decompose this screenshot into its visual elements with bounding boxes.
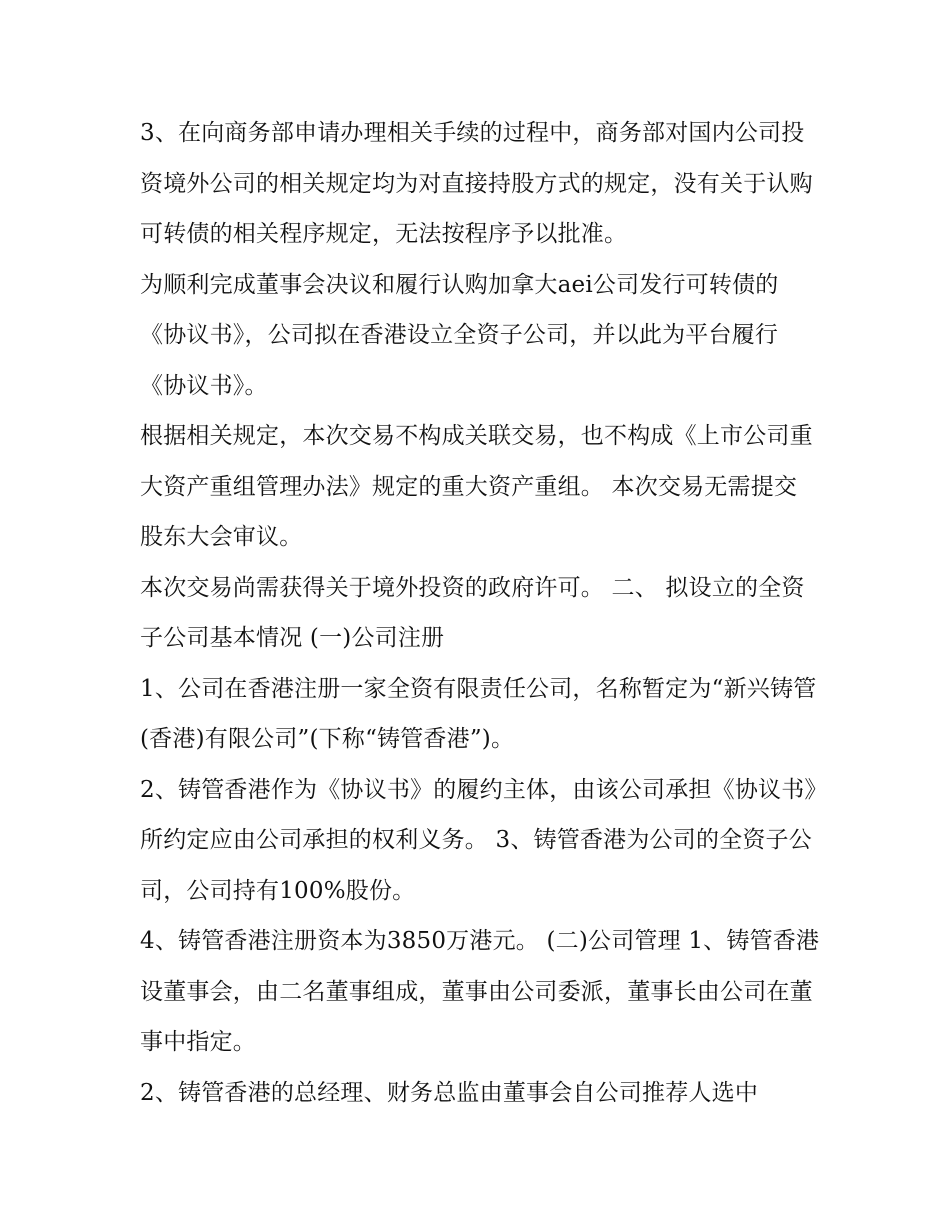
paragraph-6: 2、铸管香港作为《协议书》的履约主体，由该公司承担《协议书》所约定应由公司承担的权利义务。 3、铸管香港为公司的全资子公司，公司持有100%股份。 (140, 776, 817, 904)
paragraph-5: 1、公司在香港注册一家全资有限责任公司，名称暂定为“新兴铸管(香港)有限公司”(下称“铸管香港”)。 (140, 675, 817, 752)
paragraph-3: 根据相关规定，本次交易不构成关联交易，也不构成《上市公司重大资产重组管理办法》规定的重大资产重组。 本次交易无需提交股东大会审议。 (140, 423, 813, 550)
paragraph-4: 本次交易尚需获得关于境外投资的政府许可。 二、 拟设立的全资子公司基本情况 (一)公司注册 (140, 574, 805, 651)
document-body (140, 108, 820, 1118)
paragraph-8: 2、铸管香港的总经理、财务总监由董事会自公司推荐人选中 (140, 1079, 759, 1106)
paragraph-7: 4、铸管香港注册资本为3850万港元。 (二)公司管理 1、铸管香港设董事会，由二名董事组成，董事由公司委派，董事长由公司在董事中指定。 (140, 928, 820, 1055)
paragraph-2: 为顺利完成董事会决议和履行认购加拿大aei公司发行可转债的《协议书》，公司拟在香港设立全资子公司，并以此为平台履行《协议书》。 (140, 271, 779, 399)
paragraph-1: 3、在向商务部申请办理相关手续的过程中，商务部对国内公司投资境外公司的相关规定均为对直接持股方式的规定，没有关于认购可转债的相关程序规定，无法按程序予以批准。 (140, 120, 813, 247)
